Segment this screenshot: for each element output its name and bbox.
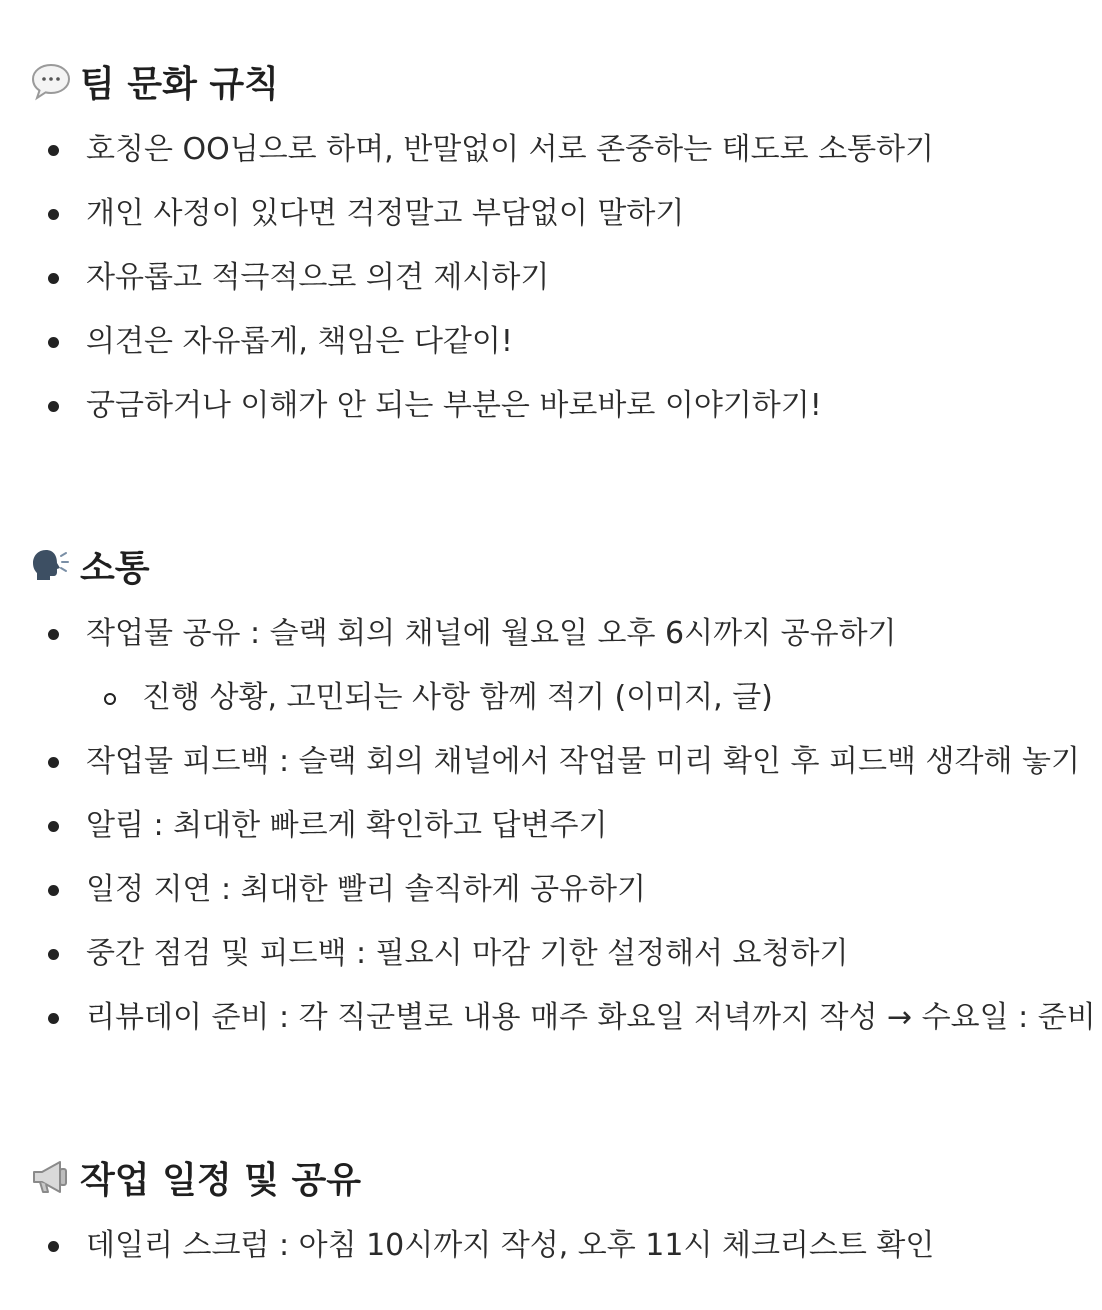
list-item [0, 934, 1102, 974]
list-item [0, 1226, 1102, 1266]
list-item-text: 진행 상황, 고민되는 사항 함께 적기 (이미지, 글) [142, 680, 773, 715]
list-item-text: 의견은 자유롭게, 책임은 다같이! [86, 324, 513, 359]
list-item [0, 322, 1102, 362]
bullet-dot [48, 1241, 59, 1252]
bullet-dot [48, 949, 59, 960]
bullet-dot [48, 821, 59, 832]
list-item [0, 870, 1102, 910]
list-item-text: 자유롭고 적극적으로 의견 제시하기 [86, 260, 550, 295]
bullet-circle [104, 693, 116, 705]
list-item [0, 258, 1102, 298]
list-item-text: 궁금하거나 이해가 안 되는 부분은 바로바로 이야기하기! [86, 388, 822, 423]
list-item-text: 리뷰데이 준비 : 각 직군별로 내용 매주 화요일 저녁까지 작성 → 수요일 : 준비 [86, 1000, 1096, 1035]
list-item-text: 호칭은 OO님으로 하며, 반말없이 서로 존중하는 태도로 소통하기 [86, 132, 935, 167]
section-heading-communication [30, 542, 150, 588]
list-item-text: 알림 : 최대한 빠르게 확인하고 답변주기 [86, 808, 608, 843]
speech-balloon-icon [30, 60, 72, 102]
speaking-head-icon [30, 544, 72, 586]
bullet-dot [48, 757, 59, 768]
list-item [0, 194, 1102, 234]
bullet-dot [48, 629, 59, 640]
list-item-text: 데일리 스크럼 : 아침 10시까지 작성, 오후 11시 체크리스트 확인 [86, 1228, 935, 1263]
sub-list-item [0, 678, 1102, 718]
bullet-dot [48, 401, 59, 412]
list-item [0, 806, 1102, 846]
loudspeaker-icon [30, 1156, 72, 1198]
list-item [0, 130, 1102, 170]
bullet-dot [48, 337, 59, 348]
bullet-dot [48, 885, 59, 896]
bullet-dot [48, 209, 59, 220]
bullet-dot [48, 273, 59, 284]
section-heading-team-culture [30, 58, 279, 104]
section-title: 팀 문화 규칙 [80, 63, 279, 105]
list-item-text: 개인 사정이 있다면 걱정말고 부담없이 말하기 [86, 196, 685, 231]
list-item-text: 작업물 피드백 : 슬랙 회의 채널에서 작업물 미리 확인 후 피드백 생각해 놓기 [86, 744, 1080, 779]
bullet-dot [48, 145, 59, 156]
list-item [0, 998, 1102, 1038]
list-item-text: 작업물 공유 : 슬랙 회의 채널에 월요일 오후 6시까지 공유하기 [86, 616, 897, 651]
bullet-dot [48, 1013, 59, 1024]
section-title: 작업 일정 및 공유 [80, 1159, 362, 1201]
list-item [0, 614, 1102, 654]
list-item-text: 중간 점검 및 피드백 : 필요시 마감 기한 설정해서 요청하기 [86, 936, 849, 971]
list-item [0, 386, 1102, 426]
list-item [0, 742, 1102, 782]
section-title: 소통 [80, 547, 150, 589]
section-heading-work-schedule [30, 1154, 361, 1200]
list-item-text: 일정 지연 : 최대한 빨리 솔직하게 공유하기 [86, 872, 646, 907]
